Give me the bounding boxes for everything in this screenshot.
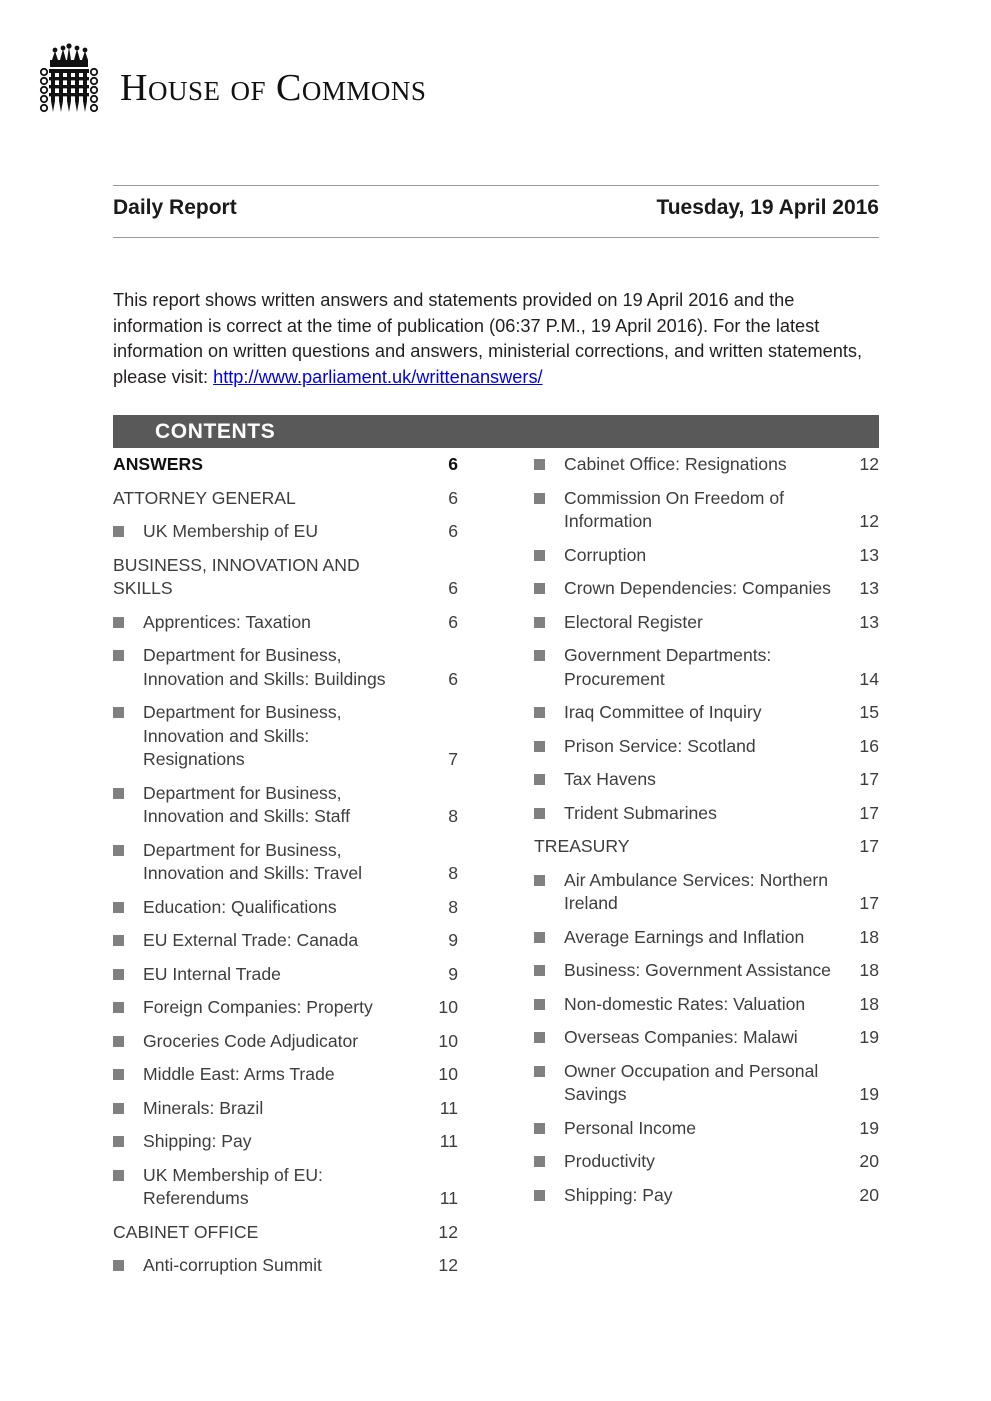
toc-department-business-innovation-and-skills[interactable]: [113, 554, 458, 601]
toc-entry-prison-service-scotland[interactable]: [534, 735, 879, 759]
toc-entry-label: Government Departments: Procurement: [564, 645, 772, 689]
toc-entry-page-number: 13: [859, 611, 879, 632]
toc-entry-page-number: 19: [859, 1027, 879, 1047]
toc-bullet-cell: [113, 1164, 143, 1181]
toc-entry-page-number: 18: [859, 993, 879, 1014]
square-bullet-icon: [113, 969, 124, 980]
square-bullet-icon: [534, 774, 545, 785]
toc-entry-department-for-business-innovation-and-skills-tr[interactable]: [113, 839, 458, 886]
square-bullet-icon: [113, 1069, 124, 1080]
square-bullet-icon: [113, 1036, 124, 1047]
toc-entry-page-number: 12: [859, 454, 879, 474]
toc-entry-label: Middle East: Arms Trade: [143, 1064, 335, 1084]
toc-bullet-cell: [534, 735, 564, 752]
toc-bullet-cell: [534, 1150, 564, 1167]
toc-entry-government-departments-procurement[interactable]: [534, 644, 879, 691]
toc-entry-page-number: 17: [859, 836, 879, 856]
toc-entry-page-number: 20: [859, 1184, 879, 1205]
square-bullet-icon: [534, 459, 545, 470]
masthead-title-ommons: OMMONS: [301, 76, 427, 106]
toc-bullet-cell: [534, 453, 564, 470]
square-bullet-icon: [534, 707, 545, 718]
square-bullet-icon: [534, 617, 545, 628]
square-bullet-icon: [113, 935, 124, 946]
toc-entry-page-number: 6: [448, 454, 458, 474]
toc-entry-foreign-companies-property[interactable]: [113, 996, 458, 1020]
toc-entry-label: ATTORNEY GENERAL: [113, 487, 296, 508]
toc-entry-label: Anti-corruption Summit: [143, 1255, 322, 1275]
square-bullet-icon: [113, 845, 124, 856]
toc-bullet-cell: [113, 896, 143, 913]
toc-bullet-cell: [534, 577, 564, 594]
toc-entry-electoral-register[interactable]: [534, 611, 879, 635]
toc-entry-cabinet-office-resignations[interactable]: [534, 453, 879, 477]
toc-entry-page-number: 10: [438, 997, 458, 1017]
toc-entry-page-number: 11: [439, 1131, 458, 1151]
square-bullet-icon: [113, 1136, 124, 1147]
toc-entry-label: Average Earnings and Inflation: [564, 926, 805, 947]
toc-bullet-cell: [113, 996, 143, 1013]
masthead-title-c: C: [275, 67, 302, 109]
toc-entry-commission-on-freedom-of-information[interactable]: [534, 487, 879, 534]
square-bullet-icon: [113, 526, 124, 537]
toc-entry-label: UK Membership of EU: Referendums: [143, 1164, 323, 1208]
toc-bullet-cell: [113, 644, 143, 661]
toc-entry-productivity[interactable]: [534, 1150, 879, 1174]
intro-text: This report shows written answers and statements provided on 19 April 2016 and the information is correct at the time of publication (06:37 P.M., 19 April 2016). For the latest information on written questions and answers, ministerial corrections, and written statements, please visit:: [113, 290, 863, 387]
toc-entry-page-number: 6: [448, 521, 458, 541]
square-bullet-icon: [113, 1002, 124, 1013]
toc-entry-average-earnings-and-inflation[interactable]: [534, 926, 879, 950]
toc-entry-department-for-business-innovation-and-skills-re[interactable]: [113, 701, 458, 772]
toc-entry-page-number: 10: [438, 1030, 458, 1051]
toc-entry-corruption[interactable]: [534, 544, 879, 568]
toc-entry-label: BUSINESS, INNOVATION AND SKILLS: [113, 554, 360, 598]
toc-bullet-cell: [534, 768, 564, 785]
toc-bullet-cell: [113, 1130, 143, 1147]
square-bullet-icon: [534, 550, 545, 561]
toc-entry-owner-occupation-and-personal-savings[interactable]: [534, 1060, 879, 1107]
toc-entry-label: Owner Occupation and Personal Savings: [564, 1060, 819, 1104]
square-bullet-icon: [534, 808, 545, 819]
toc-entry-label: Overseas Companies: Malawi: [564, 1027, 798, 1047]
toc-entry-page-number: 20: [859, 1151, 879, 1171]
toc-bullet-cell: [534, 644, 564, 661]
toc-bullet-cell: [534, 1060, 564, 1077]
toc-entry-page-number: 9: [448, 963, 458, 984]
toc-bullet-cell: [534, 487, 564, 504]
toc-entry-page-number: 10: [438, 1064, 458, 1084]
toc-entry-label: Crown Dependencies: Companies: [564, 578, 831, 598]
toc-bullet-cell: [113, 929, 143, 946]
contents-bar-label: CONTENTS: [155, 419, 276, 443]
toc-bullet-cell: [534, 802, 564, 819]
toc-entry-page-number: 11: [439, 1097, 458, 1118]
contents-bar: [113, 415, 879, 448]
toc-bullet-cell: [113, 1254, 143, 1271]
square-bullet-icon: [113, 788, 124, 799]
toc-entry-department-for-business-innovation-and-skills-bu[interactable]: [113, 644, 458, 691]
toc-entry-page-number: 19: [859, 1084, 879, 1104]
toc-bullet-cell: [113, 611, 143, 628]
toc-entry-shipping-pay[interactable]: [534, 1184, 879, 1208]
square-bullet-icon: [534, 1032, 545, 1043]
toc-entry-label: Air Ambulance Services: Northern Ireland: [564, 869, 829, 913]
square-bullet-icon: [534, 493, 545, 504]
toc-entry-page-number: 19: [859, 1117, 879, 1138]
toc-entry-page-number: 6: [448, 611, 458, 632]
toc-bullet-cell: [113, 782, 143, 799]
toc-entry-page-number: 12: [859, 511, 879, 531]
square-bullet-icon: [113, 707, 124, 718]
toc-entry-business-government-assistance[interactable]: [534, 959, 879, 983]
header-rule-bottom: [113, 237, 879, 238]
toc-entry-department-for-business-innovation-and-skills-st[interactable]: [113, 782, 458, 829]
toc-entry-page-number: 16: [859, 735, 879, 756]
toc-section-answers[interactable]: [113, 453, 458, 477]
toc-entry-label: Department for Business, Innovation and Skills: Staff: [143, 782, 351, 826]
square-bullet-icon: [534, 965, 545, 976]
toc-entry-crown-dependencies-companies[interactable]: [534, 577, 879, 601]
toc-entry-non-domestic-rates-valuation[interactable]: [534, 993, 879, 1017]
toc-department-cabinet-office[interactable]: [113, 1221, 458, 1245]
masthead-title-h: H: [120, 67, 148, 109]
toc-entry-education-qualifications[interactable]: [113, 896, 458, 920]
toc-entry-label: Foreign Companies: Property: [143, 997, 373, 1017]
masthead-title-ouse: OUSE: [147, 76, 221, 106]
toc-entry-page-number: 17: [859, 802, 879, 823]
toc-entry-page-number: 12: [438, 1221, 458, 1242]
toc-entry-label: Productivity: [564, 1151, 655, 1171]
toc-entry-air-ambulance-services-northern-ireland[interactable]: [534, 869, 879, 916]
toc-entry-eu-external-trade-canada[interactable]: [113, 929, 458, 953]
toc-entry-page-number: 14: [859, 668, 879, 689]
toc-entry-label: Department for Business, Innovation and Skills: Resignations: [143, 702, 342, 769]
toc-entry-label: Cabinet Office: Resignations: [564, 454, 787, 474]
toc-column-right: [534, 453, 879, 1288]
portcullis-crowned-icon: [36, 42, 102, 134]
square-bullet-icon: [534, 932, 545, 943]
toc-entry-shipping-pay[interactable]: [113, 1130, 458, 1154]
toc-entry-label: Commission On Freedom of Information: [564, 487, 784, 531]
square-bullet-icon: [534, 583, 545, 594]
toc-entry-page-number: 8: [448, 863, 458, 883]
toc-entry-label: Personal Income: [564, 1117, 697, 1138]
toc-bullet-cell: [534, 1184, 564, 1201]
toc-entry-label: EU Internal Trade: [143, 963, 281, 984]
toc-entry-overseas-companies-malawi[interactable]: [534, 1026, 879, 1050]
report-date: Tuesday, 19 April 2016: [656, 196, 879, 219]
square-bullet-icon: [113, 902, 124, 913]
toc-entry-personal-income[interactable]: [534, 1117, 879, 1141]
toc-entry-uk-membership-of-eu-referendums[interactable]: [113, 1164, 458, 1211]
square-bullet-icon: [534, 741, 545, 752]
toc-entry-label: Electoral Register: [564, 611, 703, 632]
toc-entry-tax-havens[interactable]: [534, 768, 879, 792]
table-of-contents: [113, 453, 879, 1288]
toc-entry-page-number: 6: [448, 578, 458, 598]
toc-entry-iraq-committee-of-inquiry[interactable]: [534, 701, 879, 725]
toc-bullet-cell: [113, 520, 143, 537]
toc-entry-label: TREASURY: [534, 836, 630, 856]
toc-entry-page-number: 18: [859, 960, 879, 980]
square-bullet-icon: [534, 1190, 545, 1201]
toc-bullet-cell: [534, 959, 564, 976]
toc-bullet-cell: [534, 544, 564, 561]
written-answers-link[interactable]: http://www.parliament.uk/writtenanswers/: [213, 366, 543, 387]
toc-entry-eu-internal-trade[interactable]: [113, 963, 458, 987]
toc-entry-page-number: 17: [859, 769, 879, 789]
masthead-title-of: OF: [230, 76, 266, 106]
toc-bullet-cell: [113, 963, 143, 980]
square-bullet-icon: [113, 617, 124, 628]
toc-entry-page-number: 15: [859, 702, 879, 722]
toc-bullet-cell: [113, 1097, 143, 1114]
masthead: [36, 38, 426, 138]
toc-entry-groceries-code-adjudicator[interactable]: [113, 1030, 458, 1054]
toc-entry-label: Shipping: Pay: [564, 1184, 673, 1205]
toc-entry-trident-submarines[interactable]: [534, 802, 879, 826]
square-bullet-icon: [534, 650, 545, 661]
toc-entry-uk-membership-of-eu[interactable]: [113, 520, 458, 544]
report-header: [113, 196, 879, 220]
masthead-title: [120, 66, 426, 110]
toc-bullet-cell: [534, 1117, 564, 1134]
square-bullet-icon: [534, 999, 545, 1010]
toc-entry-label: Minerals: Brazil: [143, 1097, 264, 1118]
square-bullet-icon: [113, 650, 124, 661]
toc-entry-label: EU External Trade: Canada: [143, 930, 359, 950]
toc-entry-page-number: 8: [448, 896, 458, 917]
toc-entry-label: ANSWERS: [113, 454, 203, 474]
toc-entry-page-number: 9: [448, 930, 458, 950]
square-bullet-icon: [534, 1156, 545, 1167]
toc-entry-label: Apprentices: Taxation: [143, 611, 311, 632]
toc-entry-page-number: 8: [448, 806, 458, 826]
toc-entry-label: Department for Business, Innovation and Skills: Travel: [143, 839, 363, 883]
toc-column-left: [113, 453, 458, 1288]
square-bullet-icon: [113, 1260, 124, 1271]
toc-bullet-cell: [534, 869, 564, 886]
square-bullet-icon: [534, 875, 545, 886]
toc-entry-label: Trident Submarines: [564, 802, 717, 823]
toc-entry-label: Corruption: [564, 544, 647, 565]
toc-entry-anti-corruption-summit[interactable]: [113, 1254, 458, 1278]
toc-bullet-cell: [534, 701, 564, 718]
toc-entry-label: Groceries Code Adjudicator: [143, 1030, 359, 1051]
toc-bullet-cell: [534, 611, 564, 628]
toc-entry-minerals-brazil[interactable]: [113, 1097, 458, 1121]
toc-bullet-cell: [113, 701, 143, 718]
toc-entry-page-number: 17: [859, 893, 879, 913]
toc-entry-label: Department for Business, Innovation and Skills: Buildings: [143, 645, 386, 689]
toc-entry-page-number: 7: [448, 749, 458, 769]
toc-entry-page-number: 11: [439, 1188, 458, 1208]
toc-entry-page-number: 6: [448, 668, 458, 689]
header-rule-top: [113, 185, 879, 186]
square-bullet-icon: [113, 1103, 124, 1114]
toc-entry-middle-east-arms-trade[interactable]: [113, 1063, 458, 1087]
toc-entry-label: Non-domestic Rates: Valuation: [564, 993, 806, 1014]
toc-bullet-cell: [534, 993, 564, 1010]
square-bullet-icon: [113, 1170, 124, 1181]
toc-department-attorney-general[interactable]: [113, 487, 458, 511]
toc-entry-label: UK Membership of EU: [143, 521, 319, 541]
toc-entry-apprentices-taxation[interactable]: [113, 611, 458, 635]
toc-entry-page-number: 12: [438, 1255, 458, 1275]
toc-entry-page-number: 6: [448, 487, 458, 508]
intro-paragraph: [113, 288, 885, 390]
toc-entry-label: Business: Government Assistance: [564, 960, 831, 980]
toc-entry-label: Prison Service: Scotland: [564, 735, 756, 756]
toc-bullet-cell: [534, 1026, 564, 1043]
toc-bullet-cell: [534, 926, 564, 943]
square-bullet-icon: [534, 1123, 545, 1134]
toc-entry-label: Education: Qualifications: [143, 896, 337, 917]
toc-department-treasury[interactable]: [534, 835, 879, 859]
toc-entry-label: Tax Havens: [564, 769, 656, 789]
toc-bullet-cell: [113, 1063, 143, 1080]
toc-entry-page-number: 13: [859, 544, 879, 565]
toc-entry-label: Iraq Committee of Inquiry: [564, 702, 762, 722]
toc-bullet-cell: [113, 839, 143, 856]
toc-bullet-cell: [113, 1030, 143, 1047]
page-title: Daily Report: [113, 196, 237, 219]
toc-entry-page-number: 13: [859, 578, 879, 598]
toc-entry-label: Shipping: Pay: [143, 1131, 252, 1151]
toc-entry-label: CABINET OFFICE: [113, 1221, 259, 1242]
toc-entry-page-number: 18: [859, 926, 879, 947]
square-bullet-icon: [534, 1066, 545, 1077]
